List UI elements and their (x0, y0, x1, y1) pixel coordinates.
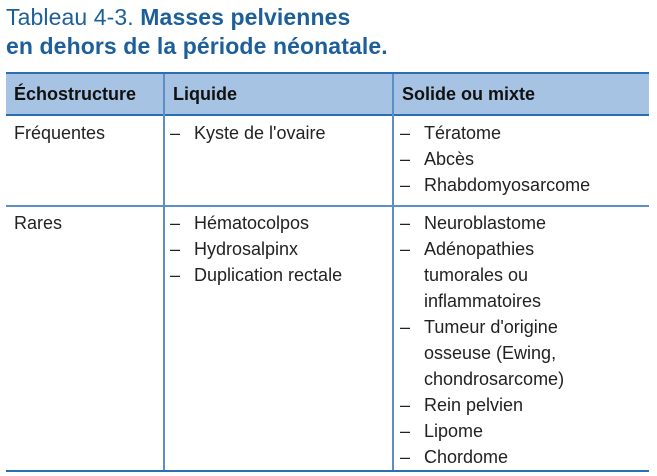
list-item: – Rein pelvien (398, 392, 598, 418)
row-frequentes-liquide (168, 120, 390, 146)
column-divider (392, 74, 394, 472)
table (6, 72, 649, 474)
list-item: – Chordome (398, 444, 598, 470)
table-title (6, 3, 646, 61)
title-line-1 (6, 3, 646, 32)
list-item: – Adénopathies tumorales ou inflammatoires (398, 236, 598, 314)
column-divider (163, 74, 165, 472)
list-item: – Tératome (398, 120, 643, 146)
table-bottom-rule (6, 470, 649, 472)
row-label-rares: Rares (14, 213, 63, 233)
list-item: – Abcès (398, 146, 643, 172)
header-liquide: Liquide (173, 84, 237, 104)
row-divider (6, 205, 649, 207)
row-label-frequentes: Fréquentes (14, 123, 106, 143)
list-item: – Lipome (398, 418, 598, 444)
list-item: – Rhabdomyosarcome (398, 172, 643, 198)
row-frequentes-solide (398, 120, 643, 198)
list-item: – Hydrosalpinx (168, 236, 390, 262)
header-solide: Solide ou mixte (402, 84, 536, 104)
list-item: – Neuroblastome (398, 210, 598, 236)
title-main: Masses pelviennes (140, 4, 351, 30)
list-item: – Kyste de l'ovaire (168, 120, 390, 146)
table-header (6, 74, 649, 116)
title-line-2: en dehors de la période néonatale. (6, 33, 388, 59)
list-item: – Hématocolpos (168, 210, 390, 236)
row-rares-liquide (168, 210, 390, 288)
header-echostructure: Échostructure (14, 84, 137, 104)
row-rares-solide (398, 210, 598, 470)
title-prefix: Tableau 4-3. (6, 4, 134, 30)
list-item: – Duplication rectale (168, 262, 390, 288)
list-item: – Tumeur d'origine osseuse (Ewing, chondrosarcome) (398, 314, 598, 392)
